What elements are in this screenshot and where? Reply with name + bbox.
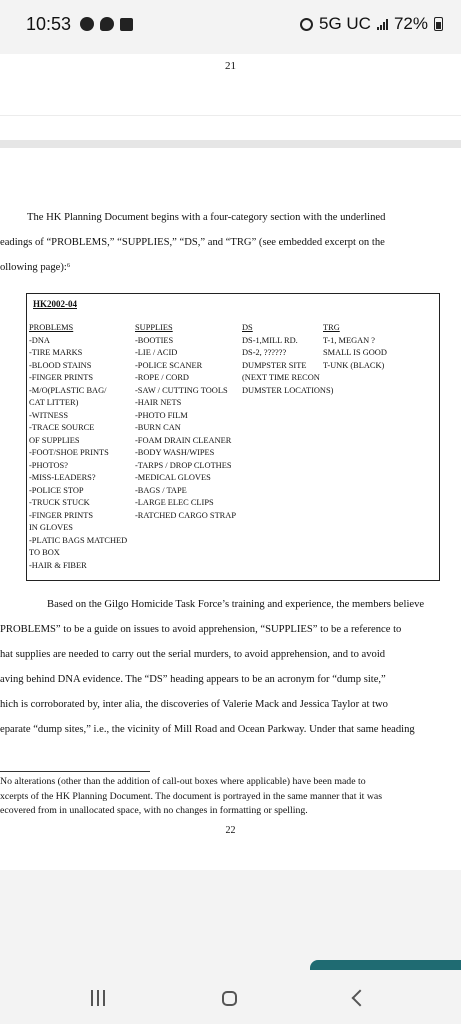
status-time: 10:53: [26, 14, 72, 34]
excerpt-item: -HAIR & FIBER: [29, 560, 87, 570]
back-icon: [352, 990, 369, 1007]
body-line: aving behind DNA evidence. The “DS” heading appears to be an acronym for “dump site,”: [0, 674, 386, 685]
body-line: hat supplies are needed to carry out the serial murders, to avoid apprehension, and to avoid: [0, 649, 386, 660]
column-heading: PROBLEMS: [29, 323, 74, 332]
excerpt-item: -LARGE ELEC CLIPS: [135, 498, 214, 507]
excerpt-item: -SAW / CUTTING TOOLS: [135, 385, 228, 395]
status-indicators: [300, 14, 443, 34]
excerpt-code: HK2002-04: [33, 299, 77, 309]
excerpt-item: -MISS-LEADERS?: [29, 473, 96, 482]
excerpt-item: -FINGER PRINTS: [29, 373, 93, 382]
column-heading: TRG: [323, 323, 340, 332]
battery-icon: [434, 17, 443, 31]
page-21: [0, 54, 461, 140]
excerpt-item: IN GLOVES: [29, 523, 73, 532]
excerpt-item: -LIE / ACID: [135, 348, 178, 357]
alarm-icon: [300, 18, 313, 31]
status-bar: [0, 0, 461, 54]
excerpt-item: T-UNK (BLACK): [323, 360, 385, 370]
excerpt-item: -DNA: [29, 335, 50, 345]
excerpt-item: -TRUCK STUCK: [29, 498, 90, 507]
excerpt-item: -FOAM DRAIN CLEANER: [135, 435, 232, 445]
recent-apps-icon: [91, 990, 105, 1006]
excerpt-item: -FINGER PRINTS: [29, 510, 93, 520]
excerpt-item: -TRACE SOURCE: [29, 423, 95, 432]
gallery-icon: [120, 18, 133, 31]
footnote-line: ecovered from in unallocated space, with no changes in formatting or spelling.: [0, 805, 308, 816]
column-heading: DS: [242, 323, 253, 332]
footnote-line: xcerpts of the HK Planning Document. The document is portrayed in the same manner that it was: [0, 790, 383, 802]
excerpt-item: -PHOTO FILM: [135, 410, 188, 420]
body-line: hich is corroborated by, inter alia, the discoveries of Valerie Mack and Jessica Taylor at two: [0, 699, 388, 710]
excerpt-item: -HAIR NETS: [135, 398, 182, 407]
excerpt-item: -WITNESS: [29, 410, 69, 420]
recent-apps-button[interactable]: [78, 984, 118, 1012]
excerpt-item: DS-1,MILL RD.: [242, 335, 298, 345]
page-number-22: 22: [225, 825, 236, 836]
body-line: Based on the Gilgo Homicide Task Force’s training and experience, the members believe: [47, 599, 425, 610]
network-label: 5G UC: [319, 14, 371, 33]
footnote-line: No alterations (other than the addition of call-out boxes where applicable) have been made to: [0, 776, 366, 787]
intro-line: The HK Planning Document begins with a four-category section with the underlined: [27, 212, 386, 223]
body-line: PROBLEMS” to be a guide on issues to avoid apprehension, “SUPPLIES” to be a reference to: [0, 624, 402, 635]
chat-icon: [100, 17, 114, 31]
signal-icon: [377, 18, 388, 30]
excerpt-item: -BOOTIES: [135, 335, 174, 345]
excerpt-item: -FOOT/SHOE PRINTS: [29, 448, 109, 457]
ds-column: [242, 322, 333, 397]
page-separator: [0, 140, 461, 148]
body-line: eparate “dump sites,” i.e., the vicinity of Mill Road and Ocean Parkway. Under that same heading: [0, 724, 415, 735]
notification-icons: [80, 17, 133, 31]
excerpt-item: (NEXT TIME RECON: [242, 373, 320, 382]
excerpt-item: -POLICE SCANER: [135, 360, 203, 370]
excerpt-item: -POLICE STOP: [29, 485, 84, 495]
analysis-paragraph: [0, 592, 461, 742]
problems-column: [29, 322, 127, 572]
excerpt-item: -M/O(PLASTIC BAG/: [29, 385, 107, 395]
excerpt-item: -BURN CAN: [135, 423, 181, 432]
excerpt-item: -ROPE / CORD: [135, 373, 189, 382]
excerpt-item: CAT LITTER): [29, 398, 79, 407]
excerpt-item: -BODY WASH/WIPES: [135, 448, 215, 457]
excerpt-item: OF SUPPLIES: [29, 435, 80, 445]
excerpt-item: DUMSTER LOCATIONS): [242, 385, 334, 395]
excerpt-item: DS-2, ??????: [242, 348, 287, 357]
footnote: [0, 775, 382, 819]
battery-percent: 72%: [393, 14, 428, 33]
home-icon: [222, 991, 237, 1006]
home-button[interactable]: [209, 984, 249, 1012]
back-button[interactable]: [338, 984, 378, 1012]
supplies-column: [135, 322, 236, 522]
excerpt-item: -MEDICAL GLOVES: [135, 473, 211, 482]
excerpt-item: -TIRE MARKS: [29, 348, 83, 357]
excerpt-item: TO BOX: [29, 548, 60, 557]
hk-document-excerpt: [26, 293, 440, 581]
intro-line: eadings of “PROBLEMS,” “SUPPLIES,” “DS,” and “TRG” (see embedded excerpt on the: [0, 237, 385, 248]
footnote-rule: [0, 771, 150, 772]
bottom-sheet-handle[interactable]: [310, 960, 461, 970]
intro-paragraph: [0, 205, 461, 280]
column-heading: SUPPLIES: [135, 323, 173, 332]
excerpt-item: -PLATIC BAGS MATCHED: [29, 535, 128, 545]
excerpt-item: T-1, MEGAN ?: [323, 335, 376, 345]
excerpt-item: -PHOTOS?: [29, 460, 68, 470]
messenger-icon: [80, 17, 94, 31]
excerpt-item: -RATCHED CARGO STRAP: [135, 510, 236, 520]
page-number-21: 21: [225, 60, 236, 72]
navigation-bar: [0, 970, 461, 1024]
excerpt-item: DUMPSTER SITE: [242, 360, 307, 370]
divider: [0, 115, 461, 116]
intro-line: ollowing page):⁶: [0, 262, 71, 273]
excerpt-item: -BAGS / TAPE: [135, 485, 187, 495]
excerpt-item: SMALL IS GOOD: [323, 348, 387, 357]
trg-column: [323, 322, 387, 372]
excerpt-item: -BLOOD STAINS: [29, 360, 92, 370]
excerpt-item: -TARPS / DROP CLOTHES: [135, 460, 232, 470]
